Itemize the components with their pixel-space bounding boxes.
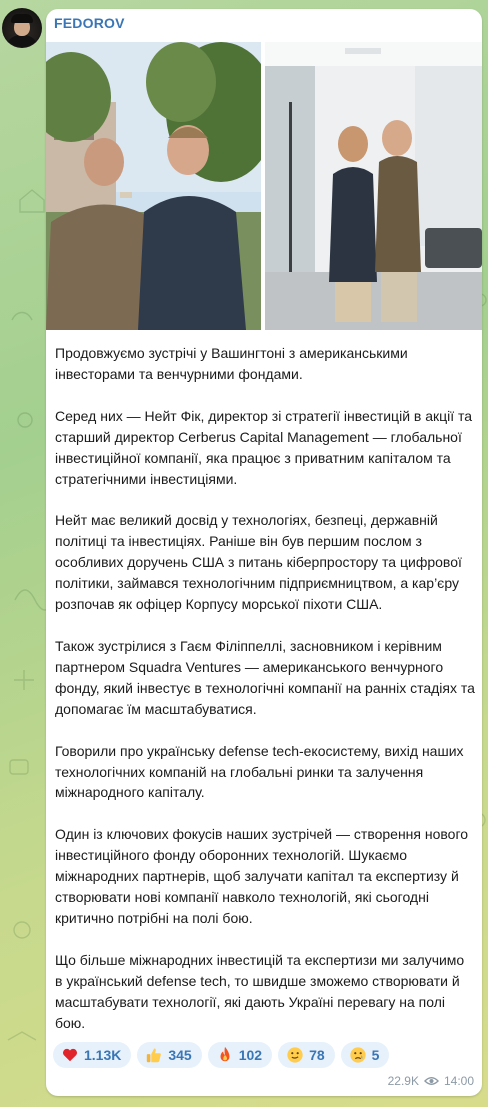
channel-name[interactable]: FEDOROV xyxy=(54,15,125,31)
message-bubble xyxy=(46,9,482,1096)
paragraph: Один із ключових фокусів наших зустрічей — створення нового інвестиційного фонду оборонних технологій. Шукаємо міжнародних партнерів, щоб залучати капітал та експертизу й створювати нові компанії навколо технологій, які сьогодні критично потрібні на полі бою. xyxy=(55,826,469,926)
reaction-count: 5 xyxy=(371,1047,380,1063)
reaction-heart[interactable] xyxy=(53,1042,131,1068)
reaction-fire[interactable] xyxy=(208,1042,272,1068)
message-text xyxy=(55,343,475,1054)
paragraph: Нейт має великий досвід у технологіях, безпеці, державній політиці та інвестиціях. Раніше він був першим послом з особливих доручень США з питань кіберпростору та цифрової політики, займався технологічним підприємництвом, а кар’єру розпочав як офіцер Корпусу морської піхоти США. xyxy=(55,512,462,613)
paragraph: Продовжуємо зустрічі у Вашингтоні з американськими інвесторами та венчурними фондами. xyxy=(55,345,408,382)
view-count: 22.9K xyxy=(387,1074,419,1088)
paragraph: Говорили про українську defense tech-екосистему, вихід наших технологічних компаній на глобальні ринки та залучення міжнародного капіталу. xyxy=(55,742,464,801)
message-time: 14:00 xyxy=(443,1074,474,1088)
slightly-smiling-face-icon xyxy=(286,1046,304,1064)
reaction-thumbs-up[interactable] xyxy=(137,1042,201,1068)
crying-face-icon xyxy=(349,1046,367,1064)
paragraph: Також зустрілися з Гаєм Філіппеллі, засновником і керівним партнером Squadra Ventures — американського венчурного фонду, який інвестує в технологічні компанії на ранніх стадіях та допомагає їм масштабуватися. xyxy=(55,637,475,717)
reaction-count: 1.13K xyxy=(84,1047,122,1063)
fire-icon xyxy=(216,1046,234,1064)
channel-avatar[interactable] xyxy=(2,8,42,48)
reaction-count: 345 xyxy=(168,1047,192,1063)
eye-icon xyxy=(424,1076,439,1086)
photo-office-handshake[interactable] xyxy=(265,42,482,330)
message-meta xyxy=(388,1074,474,1088)
photo-outdoor-meeting[interactable] xyxy=(46,42,261,330)
reaction-count: 102 xyxy=(238,1047,263,1063)
reaction-count: 78 xyxy=(309,1047,325,1063)
heart-icon xyxy=(61,1046,79,1064)
paragraph: Що більше міжнародних інвестицій та експертизи ми залучимо в український defense tech, то швидше зможемо створювати й масштабувати технології, які дають Україні перевагу на полі бою. xyxy=(55,951,465,1031)
thumbs-up-icon xyxy=(145,1046,163,1064)
reaction-smiling[interactable] xyxy=(278,1042,335,1068)
reaction-crying[interactable] xyxy=(341,1042,390,1068)
paragraph: Серед них — Нейт Фік, директор зі стратегії інвестицій в акції та старший директор Cerberus Capital Management — глобальної інвестиційної компанії, яка працює з приватним капіталом та стратегічними інвестиціями. xyxy=(55,407,473,487)
reactions-bar xyxy=(53,1042,389,1070)
